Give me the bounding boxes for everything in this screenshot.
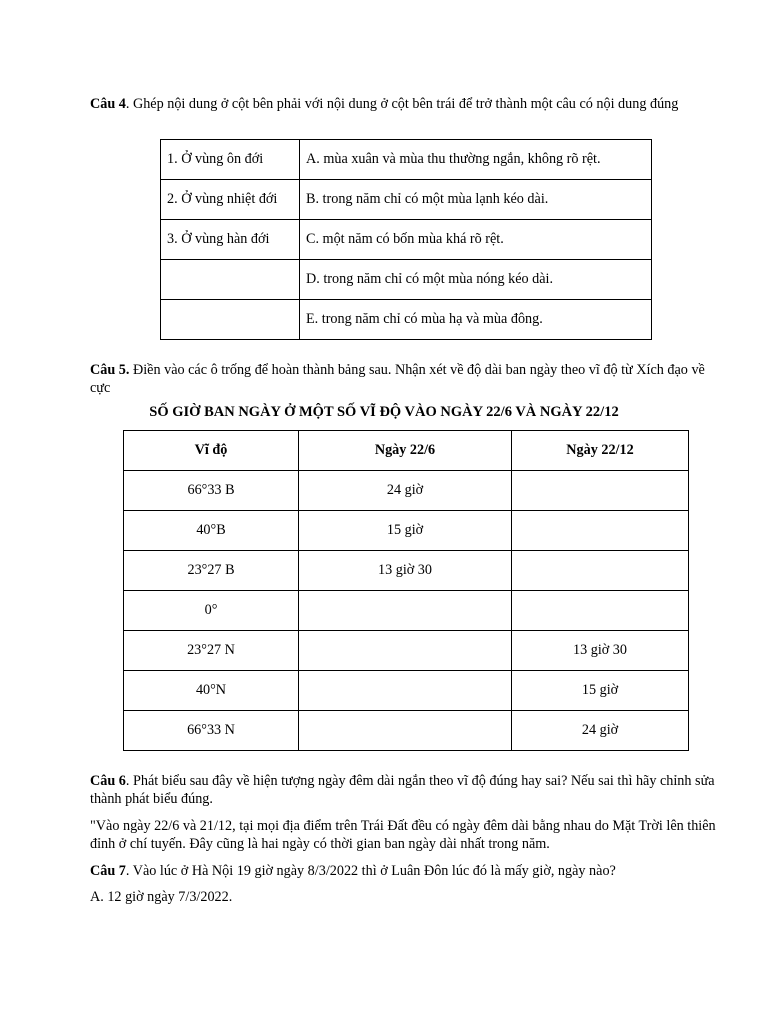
question-5-prompt [90,361,722,397]
december-cell [512,511,689,551]
latitude-cell: 66°33 B [124,471,299,511]
december-cell: 24 giờ [512,711,689,751]
table-row [124,551,689,591]
left-cell: 1. Ở vùng ôn đới [161,140,300,180]
question-4-text: . Ghép nội dung ở cột bên phải với nội dung ở cột bên trái để trở thành một câu có nội dung đúng [125,96,679,112]
question-7-prompt [90,862,722,880]
header-latitude: Vĩ độ [124,431,299,471]
right-cell: B. trong năm chỉ có một mùa lạnh kéo dài. [300,180,652,220]
table-header-row [124,431,689,471]
latitude-cell: 40°N [124,671,299,711]
latitude-cell: 23°27 N [124,631,299,671]
table-row [124,711,689,751]
question-4-prompt [90,95,722,113]
left-cell: 3. Ở vùng hàn đới [161,220,300,260]
latitude-cell: 23°27 B [124,551,299,591]
table-row [161,300,652,340]
december-cell: 15 giờ [512,671,689,711]
left-cell [161,300,300,340]
latitude-cell: 40°B [124,511,299,551]
december-cell [512,551,689,591]
right-cell: A. mùa xuân và mùa thu thường ngắn, không rõ rệt. [300,140,652,180]
table-row [161,220,652,260]
table-row [161,260,652,300]
question-6-prompt [90,772,722,808]
december-cell [512,591,689,631]
question-5-label: Câu 5. [90,362,130,378]
right-cell: D. trong năm chỉ có một mùa nóng kéo dài. [300,260,652,300]
december-cell [512,471,689,511]
question-6-label: Câu 6 [90,773,126,789]
table-row [124,591,689,631]
table-row [161,180,652,220]
question-7-option-a: A. 12 giờ ngày 7/3/2022. [90,889,233,905]
matching-table [160,139,652,340]
question-6-text: . Phát biểu sau đây về hiện tượng ngày đêm dài ngắn theo vĩ độ đúng hay sai? Nếu sai thì hãy chỉnh sửa thành phát biểu đúng. [90,773,715,807]
header-june: Ngày 22/6 [299,431,512,471]
table-row [124,631,689,671]
table-row [124,471,689,511]
right-cell: C. một năm có bốn mùa khá rõ rệt. [300,220,652,260]
june-cell: 24 giờ [299,471,512,511]
question-5-text: Điền vào các ô trống để hoàn thành bảng sau. Nhận xét về độ dài ban ngày theo vĩ độ từ Xích đạo về cực [90,362,705,396]
daylight-table [123,430,689,751]
question-7-text: . Vào lúc ở Hà Nội 19 giờ ngày 8/3/2022 thì ở Luân Đôn lúc đó là mấy giờ, ngày nào? [125,863,616,879]
question-4-label: Câu 4 [90,96,126,112]
june-cell [299,631,512,671]
december-cell: 13 giờ 30 [512,631,689,671]
left-cell: 2. Ở vùng nhiệt đới [161,180,300,220]
june-cell [299,591,512,631]
june-cell: 13 giờ 30 [299,551,512,591]
table-row [124,511,689,551]
june-cell [299,671,512,711]
question-7-label: Câu 7 [90,863,126,879]
table-row [161,140,652,180]
june-cell: 15 giờ [299,511,512,551]
latitude-cell: 0° [124,591,299,631]
june-cell [299,711,512,751]
table-row [124,671,689,711]
question-6-quote: "Vào ngày 22/6 và 21/12, tại mọi địa điểm trên Trái Đất đều có ngày đêm dài bằng nhau do Mặt Trời lên thiên đỉnh ở chí tuyến. Đây cũng là hai ngày có thời gian ban ngày dài nhất trong năm. [90,818,716,852]
latitude-cell: 66°33 N [124,711,299,751]
header-december: Ngày 22/12 [512,431,689,471]
table-title: SỐ GIỜ BAN NGÀY Ở MỘT SỐ VĨ ĐỘ VÀO NGÀY 22/6 VÀ NGÀY 22/12 [149,404,619,420]
left-cell [161,260,300,300]
right-cell: E. trong năm chỉ có mùa hạ và mùa đông. [300,300,652,340]
